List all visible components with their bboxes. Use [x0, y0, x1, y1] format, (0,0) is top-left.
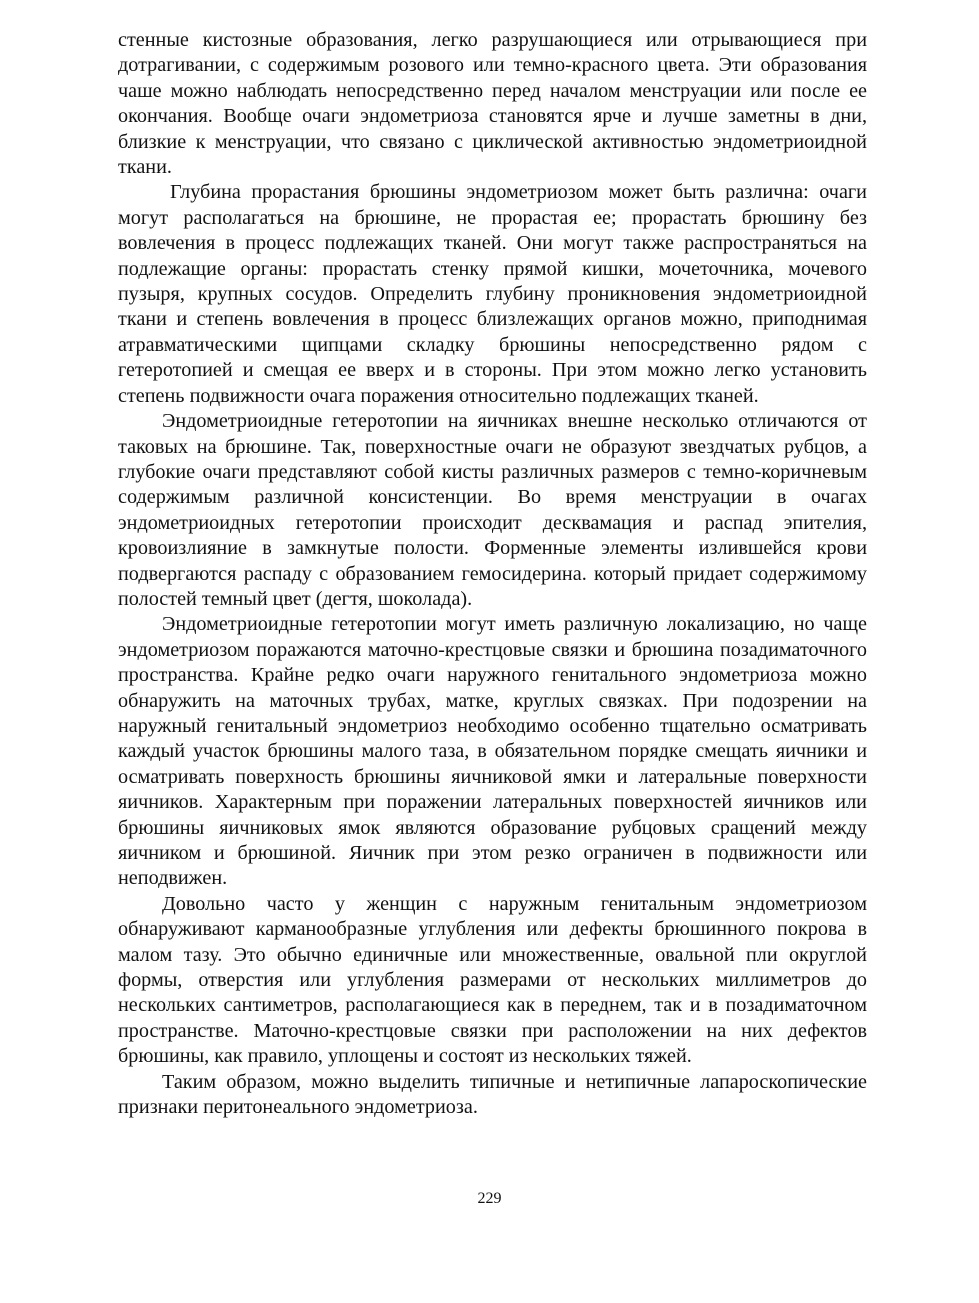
page-number: 229 — [477, 1190, 502, 1207]
body-text — [118, 28, 867, 1120]
paragraph-6: Таким образом, можно выделить типичные и нетипичные лапароскопические признаки перитонеального эндометриоза. — [118, 1070, 867, 1119]
paragraph-2: Глубина прорастания брюшины эндометриозом может быть различна: очаги могут располагаться на брюшине, не прорастая ее; прорастать брюшину без вовлечения в процесс подлежащих тканей. Они могут также распространяться на подлежащие органы: прорастать стенку прямой кишки, мочеточника, мочевого пузыря, крупных сосудов. Определить глубину проникновения эндометриоидной ткани и степень вовлечения в процесс близлежащих органов можно, приподнимая атравматическими щипцами складку брюшины непосредственно рядом с гетеротопией и смещая ее вверх и в стороны. При этом можно легко установить степень подвижности очага поражения относительно подлежащих тканей. — [118, 181, 867, 407]
paragraph-5: Довольно часто у женщин с наружным генитальным эндометриозом обнаруживают карманообразные углубления или дефекты брюшинного покрова в малом тазу. Это обычно единичные или множественные, овальной пли округлой формы, отверстия или углубления размерами от нескольких миллиметров до нескольких сантиметров, располагающиеся как в переднем, так и в позадиматочном пространстве. Маточно-крестцовые связки при расположении на них дефектов брюшины, как правило, уплощены и состоят из нескольких тяжей. — [118, 892, 867, 1068]
paragraph-1: стенные кистозные образования, легко разрушающиеся или отрывающиеся при дотрагивании, с содержимым розового или темно-красного цвета. Эти образования чаше можно наблюдать непосредственно перед началом менструации или после ее окончания. Вообще очаги эндометриоза становятся ярче и лучше заметны в дни, близкие к менструации, что связано с циклической активностью эндометриоидной ткани. — [118, 29, 867, 179]
paragraph-4: Эндометриоидные гетеротопии могут иметь различную локализацию, но чаще эндометриозом поражаются маточно-крестцовые связки и брюшина позадиматочного пространства. Крайне редко очаги наружного генитального эндометриоза можно обнаружить на маточных трубах, матке, круглых связках. При подозрении на наружный генитальный эндометриоз необходимо особенно тщательно осматривать каждый участок брюшины малого таза, в обязательном порядке смещать яичники и осматривать поверхность брюшины яичниковой ямки и латеральные поверхности яичников. Характерным при поражении латеральных поверхностей яичников или брюшины яичниковых ямок являются образование рубцовых сращений между яичником и брюшиной. Яичник при этом резко ограничен в подвижности или неподвижен. — [118, 613, 867, 890]
paragraph-3: Эндометриоидные гетеротопии на яичниках внешне несколько отличаются от таковых на брюшине. Так, поверхностные очаги не образуют звездчатых рубцов, а глубокие очаги представляют собой кисты различных размеров с темно-коричневым содержимым различной консистенции. Во время менструации в очагах эндометриоидных гетеротопии происходит десквамация и распад эпителия, кровоизлияние в замкнутые полости. Форменные элементы излившейся крови подвергаются распаду с образованием гемосидерина. который придает содержимому полостей темный цвет (дегтя, шоколада). — [118, 410, 867, 610]
